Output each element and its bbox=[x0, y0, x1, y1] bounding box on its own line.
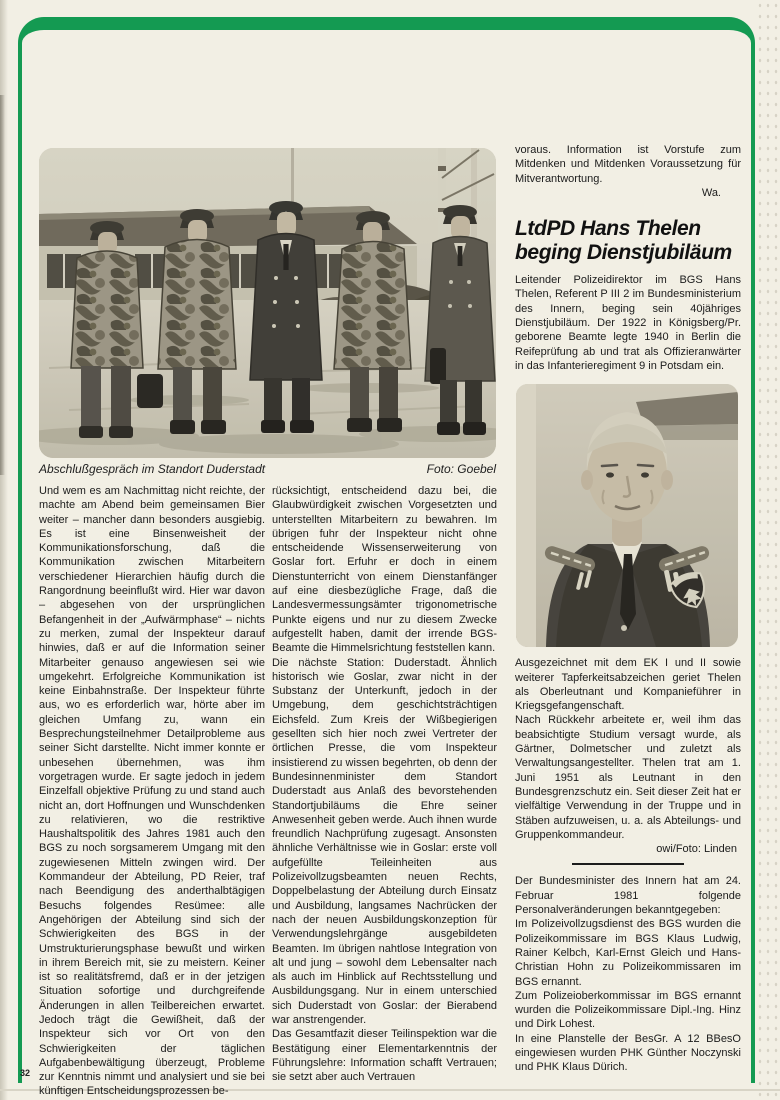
intro-paragraph: voraus. Information ist Vorstufe zum Mitdenken und Mitdenken Voraussetzung für Mitverantwortung. bbox=[515, 144, 741, 185]
jubilee-paragraph: Leitender Polizeidirektor im BGS Hans Thelen, Referent P III 2 im Bundesministerium des Innern, beging sein 40jähriges Dienstjubiläum. Der 1922 in Königsberg/Pr. geborene Beamte legte 1940 in Berlin die Reifeprüfung ab und trat als Offizieranwärter in das Infanterieregiment 9 in Potsdam ein. bbox=[515, 274, 741, 372]
article-paragraph: Und wem es am Nachmittag nicht reichte, der machte am Abend beim gemeinsamen Bier weiter – mancher dann besonders ausgiebig. Es ist eine Binsenweisheit der Kommunikationsforschung, daß die Kommunikation zwischen Mitarbeitern verschiedener Hierarchien häufig durch die Rangordnung beeinflußt wird. Hier war davon – abgesehen von der ursprünglichen Befangenheit in der „Aufwärmphase“ – nichts zu merken, zumal der Inspekteur darauf hinwies, daß er auf die Information seiner Mitarbeiter genauso angewiesen sei wie umgekehrt. Erfolgreiche Kommunikation ist keine Einbahnstraße. Der Inspekteur führte aus, wo es erforderlich war, hörte aber im gleichen Umfang zu, wann ein Besprechungsteilnehmer Detailprobleme aus seiner Sicht darstellte. Nicht immer konnte er unbesehen übernehmen, was ihm vorgetragen wurde. Er sagte jedoch in jedem Einzelfall objektive Prüfung zu und stand auch nicht an, dort Hoffnungen und Wunschdenken zu relativieren, wo die restriktive Haushaltspolitik des Jahres 1981 auch den BGS zu noch sorgsamerem Umgang mit den zugewiesenen Mitteln zwingen wird. Der Kommandeur der Abteilung, PD Reier, traf nach Beendigung des anderthalbtägigen Besuchs folgendes Resümee: alle Angehörigen der Abteilung sind sich der Schwierigkeiten des BGS in der Umstrukturierungsphase bewußt und wirken in ihrem Bereich mit, sie zu meistern. Keiner ist so realitätsfremd, daß er in der jetzigen Situation sofortige und durchgreifende Änderungen in allen Teilbereichen erwartet. Jedoch trägt die Gewißheit, daß der Inspekteur sich vor Ort von den Schwierigkeiten der täglichen Aufgabenbewältigung überzeugt, Probleme zur Kenntnis nimmt und analysiert und sie bei künftigen Entscheidungsprozessen be- bbox=[39, 485, 265, 1098]
portrait-photo-illustration bbox=[516, 384, 738, 647]
personnel-paragraph: In eine Planstelle der BesGr. A 12 BBesO eingewiesen wurden PHK Günther Noczynski und PHK Klaus Dürich. bbox=[515, 1032, 741, 1074]
photo-credit: Foto: Goebel bbox=[426, 462, 496, 476]
career-paragraph: Nach Rückkehr arbeitete er, weil ihm das beabsichtigte Studium versagt wurde, als Gärtner, Dolmetscher und zuletzt als Verwaltungsangestellter. Thelen trat am 1. Juni 1951 als Leutnant in den Bundesgrenzschutz ein. Seit dieser Zeit hat er vielfältige Verwendung in der Truppe und in Stäben aufzuweisen, u. a. als Abteilungs- und Gruppenkommandeur. bbox=[515, 714, 741, 841]
personnel-paragraph: Zum Polizeioberkommissar im BGS ernannt wurden die Polizeikommissare Dipl.-Ing. Hinz und Dirk Lohest. bbox=[515, 989, 741, 1031]
article-column-1 bbox=[39, 484, 265, 1099]
photo-caption: Abschlußgespräch im Standort Duderstadt bbox=[39, 462, 266, 476]
section-divider bbox=[572, 863, 684, 865]
group-photo bbox=[39, 148, 496, 458]
article-title: LtdPD Hans Thelen beging Dienstjubiläum bbox=[515, 217, 732, 264]
personnel-paragraph: Im Polizeivollzugsdienst des BGS wurden die Polizeikommissare im BGS Klaus Ludwig, Rainer Kelbch, Karl-Ernst Gleich und Hans-Christian Hohn zu Polizeikommissaren im BGS ernannt. bbox=[515, 918, 741, 988]
right-column bbox=[515, 143, 741, 1075]
credit-signature: owi/Foto: Linden bbox=[656, 843, 737, 856]
article-paragraph: Die nächste Station: Duderstadt. Ähnlich historisch wie Goslar, zwar nicht in der Substanz der Unterkunft, jedoch in der Umgebung, dem geschichtsträchtigen Eichsfeld. Zum Kreis der Wißbegierigen gesellten sich hier noch zwei Vertreter der örtlichen Presse, die vom Inspekteur insistierend zu wissen begehrten, ob denn der Bundesinnenminister dem Standort Duderstadt aus Anlaß des bevorstehenden Standortjubiläums die Ehre seiner Anwesenheit geben werde. Auch ihnen wurde freundlich Nachprüfung zugesagt. Ansonsten ähnliche Verhältnisse wie in Goslar: erste voll aufgefüllte Teileinheiten aus Polizeivollzugsbeamten neuen Rechts, Doppelbelastung der Abteilung durch Einsatz und Ausbildung, langsames Nachrücken der nach der neuen Ausbildungskonzeption für Verwendungslehrgänge ausgebildeten Beamten. Im übrigen nahtlose Integration von alt und jung – sowohl dem Lebensalter nach als auch im Hinblick auf Rechtsstellung und Ausbildungsgang. Nur in einem unterschied sich Duderstadt von Goslar: der Bierabend war anstrengender. bbox=[272, 656, 497, 1026]
group-photo-illustration bbox=[39, 148, 496, 458]
career-paragraph: Ausgezeichnet mit dem EK I und II sowie weiterer Tapferkeitsabzeichen geriet Thelen als Oberleutnant und Kompanieführer in Kriegsgefangenschaft. bbox=[515, 657, 741, 713]
page-number: 32 bbox=[20, 1068, 31, 1078]
article-column-2 bbox=[272, 484, 497, 1084]
article-paragraph: Das Gesamtfazit dieser Teilinspektion war die Bestätigung einer Elementarkenntnis der Führungslehre: Information schafft Vertrauen; sie setzt aber auch Vertrauen bbox=[272, 1028, 497, 1084]
scan-edge-shadow bbox=[0, 95, 5, 475]
article-paragraph: rücksichtigt, entscheidend dazu bei, die Glaubwürdigkeit zwischen Vorgesetzten und unterstellten Mitarbeitern zu bewahren. Im übrigen fuhr der Inspekteur nicht ohne entscheidende Wissenserweiterung von Goslar fort. Erfuhr er doch in einem Dienstunterricht von einem Dienstanfänger auf eine diesbezügliche Frage, daß die Landesvermessungsämter trigonometrische Punkte eigens und nur zu diesem Zwecke aufgestellt haben, damit der irrende BGS-Beamte die Himmelsrichtung feststellen kann. bbox=[272, 485, 497, 655]
portrait-photo bbox=[516, 384, 738, 647]
scan-speckle-right bbox=[756, 0, 780, 1100]
intro-signature: Wa. bbox=[701, 186, 721, 199]
personnel-paragraph: Der Bundesminister des Innern hat am 24. Februar 1981 folgende Personalveränderungen bekanntgegeben: bbox=[515, 875, 741, 917]
